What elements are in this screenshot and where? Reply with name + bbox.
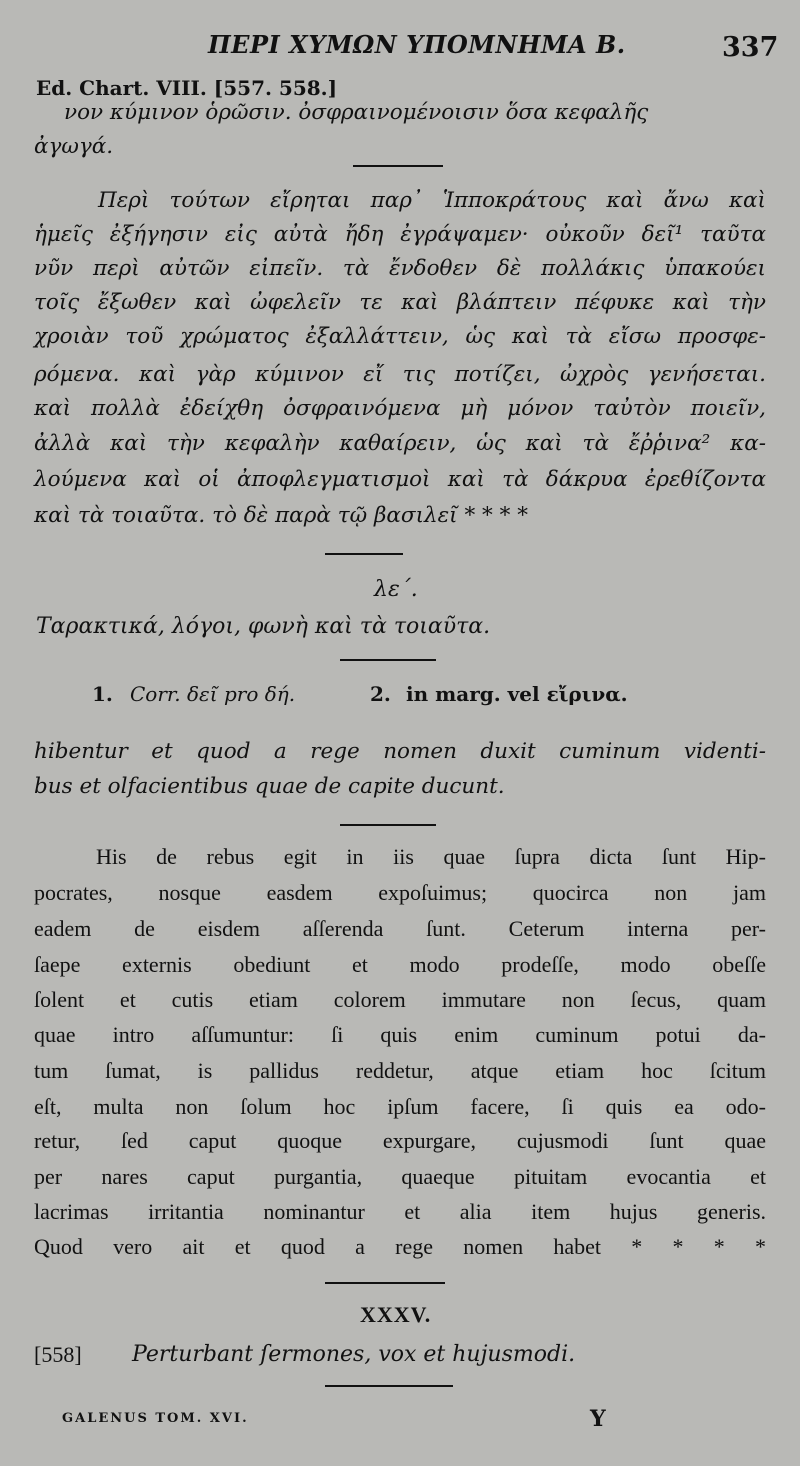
footnote-2-number: 2. [370,682,391,706]
divider-rule [325,553,403,555]
divider-rule [325,1282,445,1284]
latin-commentary-line-11: lacrimas irritantia nominantur et alia item hujus generis. [34,1199,766,1224]
sheet-mark: Y [590,1406,606,1432]
signature-line: GALENUS TOM. XVI. [62,1411,249,1426]
greek-commentary-line-6: ρόμενα. καὶ γὰρ κύμινον εἴ τις ποτίζει, ὠχρὸς γενήσεται. [34,362,766,387]
divider-rule [340,659,436,661]
latin-lemma-line-1: hibentur et quod a rege nomen duxit cuminum videnti- [34,739,766,764]
latin-commentary-line-6: quae intro aſſumuntur: ſi quis enim cuminum potui da- [34,1022,766,1047]
latin-aphorism: Perturbant ſermones, vox et hujusmodi. [132,1342,576,1367]
latin-commentary-line-12: Quod vero ait et quod a rege nomen habet * * * * [34,1234,766,1259]
latin-commentary-line-5: ſolent et cutis etiam colorem immutare non ſecus, quam [34,987,766,1012]
latin-commentary-line-7: tum ſumat, is pallidus reddetur, atque etiam hoc ſcitum [34,1058,766,1083]
greek-commentary-line-10: καὶ τὰ τοιαῦτα. τὸ δὲ παρὰ τῷ βασιλεῖ * * * * [34,503,528,528]
divider-rule [353,165,443,167]
greek-commentary-line-7: καὶ πολλὰ ἐδείχθη ὀσφραινόμενα μὴ μόνον ταὐτὸν ποιεῖν, [34,396,766,421]
latin-commentary-line-10: per nares caput purgantia, quaeque pituitam evocantia et [34,1164,766,1189]
latin-commentary-line-8: eſt, multa non ſolum hoc ipſum facere, ſi quis ea odo- [34,1094,766,1119]
page-number: 337 [722,32,779,63]
latin-commentary-line-3: eadem de eisdem aſſerenda ſunt. Ceterum interna per- [34,916,766,941]
edition-reference: Ed. Chart. VIII. [557. 558.] [36,76,338,100]
greek-aphorism: Ταρακτικά, λόγοι, φωνὴ καὶ τὰ τοιαῦτα. [36,614,491,639]
greek-lemma-line-1: νον κύμινον ὁρῶσιν. ὀσφραινομένοισιν ὅσα κεφαλῆς [64,100,649,125]
latin-section-number: XXXV. [360,1302,432,1327]
greek-commentary-line-5: χροιὰν τοῦ χρώματος ἐξαλλάττειν, ὡς καὶ τὰ εἴσω προσφε- [34,324,766,349]
latin-commentary-line-9: retur, ſed caput quoque expurgare, cujusmodi ſunt quae [34,1128,766,1153]
footnote-1-number: 1. [92,682,113,706]
latin-commentary-line-2: pocrates, nosque easdem expoſuimus; quocirca non jam [34,880,766,905]
greek-commentary-line-8: ἀλλὰ καὶ τὴν κεφαλὴν καθαίρειν, ὡς καὶ τὰ ἔῤῥινα² κα- [34,431,766,456]
latin-page-reference: [558] [34,1342,82,1367]
greek-commentary-line-2: ἡμεῖς ἐξήγησιν εἰς αὐτὰ ἤδη ἐγράψαμεν· οὐκοῦν δεῖ¹ ταῦτα [34,222,766,247]
divider-rule [325,1385,453,1387]
latin-lemma-line-2: bus et olfacientibus quae de capite ducunt. [34,774,505,799]
greek-section-number: λε΄. [374,577,418,602]
greek-commentary-line-3: νῦν περὶ αὐτῶν εἰπεῖν. τὰ ἔνδοθεν δὲ πολλάκις ὑπακούει [34,256,766,281]
running-title: ΠΕΡΙ ΧΥΜΩΝ ΥΠΟΜΝΗΜΑ Β. [208,30,626,59]
footnote-1-text: Corr. δεῖ pro δή. [130,682,296,706]
greek-commentary-line-9: λούμενα καὶ οἱ ἀποφλεγματισμοὶ καὶ τὰ δάκρυα ἐρεθίζοντα [34,467,766,492]
divider-rule [340,824,436,826]
footnote-2-text: in marg. vel εἴρινα. [406,682,628,706]
greek-commentary-line-4: τοῖς ἔξωθεν καὶ ὠφελεῖν τε καὶ βλάπτειν πέφυκε καὶ τὴν [34,290,766,315]
greek-commentary-line-1: Περὶ τούτων εἴρηται παρ᾽ Ἱπποκράτους καὶ ἄνω καὶ [98,188,766,213]
latin-commentary-line-4: ſaepe externis obediunt et modo prodeſſe, modo obeſſe [34,952,766,977]
latin-commentary-line-1: His de rebus egit in iis quae ſupra dicta ſunt Hip- [96,844,766,869]
greek-lemma-line-2: ἀγωγά. [34,134,114,159]
